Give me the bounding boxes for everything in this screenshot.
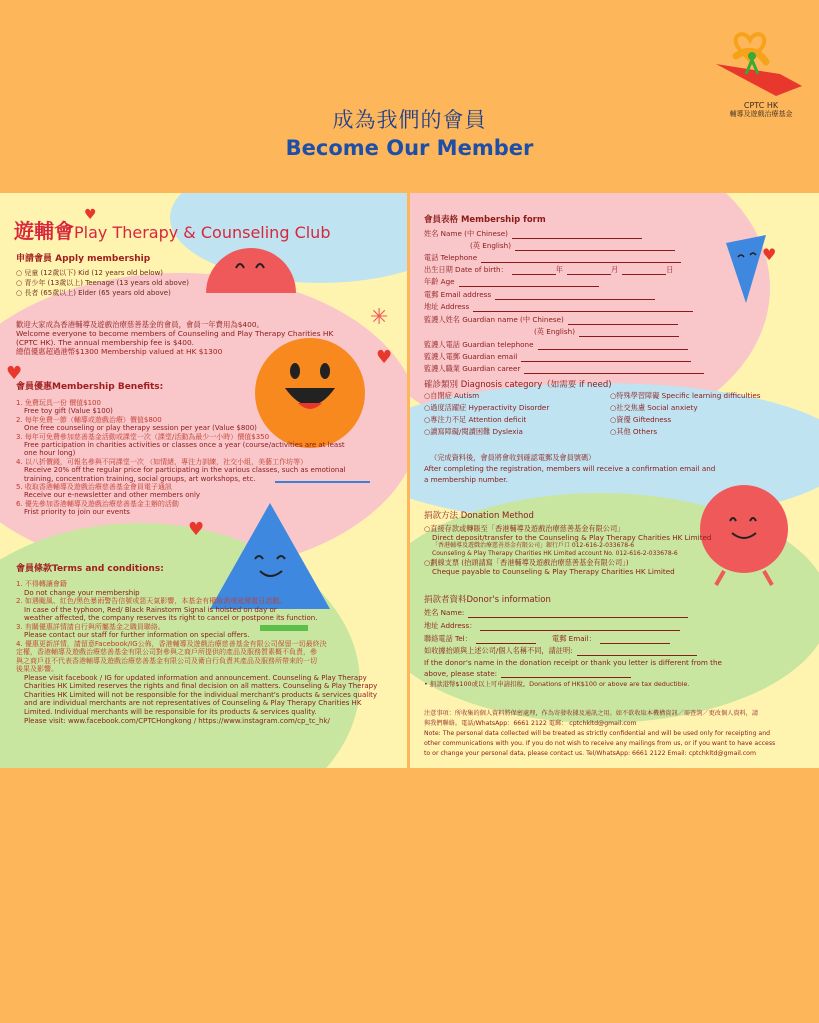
form-field-row (424, 340, 688, 350)
donor-field-row (424, 646, 697, 656)
text-line: one hour long) (24, 449, 76, 458)
form-field-label: 監護人姓名 Guardian name (中 Chinese) (424, 315, 564, 324)
donor-field-label: 聯絡電話 Tel： (424, 634, 472, 643)
benefits-heading: 會員優惠Membership Benefits: (16, 382, 164, 392)
form-field-label: 出生日期 Date of birth： (424, 265, 508, 274)
form-input-line[interactable] (512, 231, 642, 239)
text-line: ○特殊學習障礙 Specific learning difficulties (610, 391, 761, 400)
text-line: ○過度活躍症 Hyperactivity Disorder (424, 402, 550, 412)
form-field-row (424, 290, 655, 300)
text-line: 「香港輔導及遊戲治療慈善基金有限公司」銀行戶口 012-616-2-033678-6 (432, 542, 635, 550)
diagnosis-left (424, 390, 549, 438)
form-field-row (424, 364, 704, 374)
left-flyer-panel (0, 193, 407, 768)
text-line: Cheque payable to Counseling & Play Therapy Charities HK Limited (432, 567, 675, 576)
form-input-line[interactable] (521, 354, 691, 362)
text-line: Frist priority to join our events (24, 508, 130, 517)
form-input-line[interactable] (579, 329, 679, 337)
heart-icon: ♥ (762, 245, 777, 264)
donor-field-row (424, 658, 722, 667)
text-line: ○讀寫障礙/閱讀困難 Dyslexia (424, 426, 523, 436)
text-line: 總值優惠超過港幣$1300 Membership valued at HK $1300 (16, 347, 223, 357)
text-line: to or change your personal data, please contact us. Tel/WhatsApp: 6661 2122 Email: cptchkltd@gmail.com (424, 750, 756, 758)
form-input-line[interactable] (512, 267, 556, 275)
diagnosis-heading: 確診類別 Diagnosis category（如需要 if need) (424, 380, 612, 390)
form-input-line[interactable] (481, 255, 681, 263)
text-line: Note: The personal data collected will be treated as strictly confidential and will be used only for receipting and (424, 730, 771, 738)
form-input-line[interactable] (568, 317, 678, 325)
dob-unit: 年 (555, 265, 563, 274)
page-title-zh: 成為我們的會員 (332, 108, 487, 132)
text-line: Free toy gift (Value $100) (24, 407, 113, 416)
benefits-list (16, 399, 346, 516)
text-line: 注意事項：所收集的個人資料將保密處理，作為寄發收據及通訊之用。如不欲收取本機構資訊／需查詢／更改個人資料，請 (424, 710, 759, 717)
text-line: 6. 優先參加香港輔導及遊戲治療慈善基金主辦的活動 (16, 499, 179, 508)
text-line: Charities HK Limited reserves the rights and final decision on all matters. Counseling & Play Therapy (24, 682, 378, 691)
text-line: ○社交焦慮 Social anxiety (610, 402, 698, 412)
text-line: 與我們聯絡。電話/WhatsApp：6661 2122 電郵： cptchkltd@gmail.com (424, 720, 637, 728)
form-input-line[interactable] (480, 623, 680, 631)
tax-note: • 捐款港幣$100或以上可申請扣稅。Donations of HK$100 or above are tax deductible. (424, 680, 690, 688)
text-line: Limited. Individual merchants will be responsible for its products & services quality. (24, 707, 317, 716)
heart-icon: ♥ (84, 207, 97, 223)
welcome-text (16, 320, 333, 356)
apply-heading: 申請會員 Apply membership (16, 254, 151, 264)
text-line: One free counseling or play therapy session per year (Value $800) (24, 424, 257, 433)
text-line: Welcome everyone to become members of Counseling and Play Therapy Charities HK (16, 329, 334, 339)
form-field-row (424, 265, 673, 275)
form-field-row (424, 315, 678, 325)
logo-sub: 輔導及遊戲治療基金 (729, 109, 793, 118)
form-input-line[interactable] (622, 267, 666, 275)
text-line: Receive our e-newsletter and other members only (24, 491, 201, 500)
heart-icon: ♥ (6, 363, 23, 384)
text-line: Please visit facebook / IG for updated information and announcement. Counseling & Play Therapy (24, 673, 367, 682)
form-field-row (424, 253, 681, 263)
donor-field-label: If the donor's name in the donation receipt or thank you letter is different from the (424, 658, 722, 667)
text-line: 1. 不得轉讓會籍 (16, 580, 67, 588)
text-line: ○直接存款或轉賬至「香港輔導及遊戲治療慈善基金有限公司」 (424, 524, 625, 533)
text-line: weather affected, the company reserves its right to cancel or postpone its function. (24, 614, 318, 623)
donor-field-row (424, 669, 631, 678)
form-input-line[interactable] (473, 304, 693, 312)
text-line: ○劃線支票 (抬頭請寫「香港輔導及遊戲治療慈善基金有限公司」) (424, 557, 629, 567)
form-field-row (424, 302, 693, 312)
text-line: 2. 每年免費一節（輔導或遊戲治療）價值$800 (16, 415, 162, 424)
text-line: Receive 20% off the regular price for participating in the various classes, such as emotional (24, 466, 346, 475)
terms-list (16, 580, 377, 725)
donor-field-label: 電郵 Email： (552, 634, 596, 643)
form-input-line[interactable] (538, 342, 688, 350)
form-input-line[interactable] (476, 636, 536, 644)
club-title-zh: 遊輔會 (14, 219, 74, 243)
dob-unit: 日 (666, 265, 674, 274)
text-line: ○ 兒童 (12歲以下) Kid (12 years old below) (16, 269, 164, 277)
text-line: Charities HK Limited will not be responsible for the individual merchant's products & services quality (24, 690, 378, 699)
form-field-label: 姓名 Name (中 Chinese) (424, 229, 508, 238)
form-input-line[interactable] (501, 670, 631, 678)
form-input-line[interactable] (515, 243, 675, 251)
heart-icon: ♥ (376, 347, 393, 368)
text-line: Direct deposit/transfer to the Counseling & Play Therapy Charities HK Limited (432, 533, 712, 543)
text-line: In case of the typhoon, Red/ Black Rainstorm Signal is hoisted on day or (24, 605, 277, 614)
form-input-line[interactable] (524, 366, 704, 374)
form-field-row (470, 241, 675, 251)
text-line: ○其他 Others (610, 426, 658, 436)
form-field-label: 監護人電郵 Guardian email (424, 352, 518, 361)
donor-field-row (424, 621, 680, 631)
form-field-label: 地址 Address (424, 302, 470, 311)
text-line: 4. 以八折價錢，可報名參與不同課堂一次 （如情緒，專注力訓練，社交小組，美藝工作坊等） (16, 457, 308, 466)
text-line: ○自閉症 Autism (424, 391, 480, 400)
sparkle-icon: ✳ (370, 305, 389, 330)
text-line: Counseling & Play Therapy Charities HK Limited account No. 012-616-2-033678-6 (432, 550, 678, 558)
form-input-line[interactable] (495, 292, 655, 300)
page-title-en: Become Our Member (285, 136, 534, 160)
privacy-notes (424, 709, 775, 759)
form-field-row (534, 327, 679, 337)
text-line: other communications with you. If you do not wish to receive any mailings from us, or if you want to have access (424, 740, 776, 748)
form-field-label: 監護人電話 Guardian telephone (424, 340, 534, 349)
text-line: ○ 青少年 (13歲以上) Teenage (13 years old above) (16, 279, 189, 288)
club-title-en: Play Therapy & Counseling Club (74, 223, 331, 242)
text-line: 3. 有關優惠詳情請自行與所屬基金之職員聯絡。 (16, 622, 165, 631)
form-input-line[interactable] (577, 648, 697, 656)
donation-methods (424, 524, 711, 576)
text-line: 2. 如遇颱風、紅色/黑色暴雨警告信號或惡天氣影響，本基金有權取消或延遲當日活動。 (16, 597, 287, 606)
text-line: ○資優 Giftedness (610, 414, 672, 424)
text-line: （完成資料後，會員將會收到確認電郵及會員號碼） (430, 453, 596, 462)
donor-field-label: above, please state: (424, 669, 498, 678)
form-field-row (424, 352, 691, 362)
form-field-row (424, 277, 599, 287)
text-line: After completing the registration, members will receive a confirmation email and (424, 464, 716, 474)
form-field-label: (英 English) (534, 327, 576, 336)
donor-field-label: 地址 Address： (424, 621, 477, 630)
text-line: 1. 免費玩具一份 價值$100 (16, 399, 101, 407)
form-input-line[interactable] (600, 636, 670, 644)
text-line: a membership number. (424, 475, 508, 485)
confirm-text (424, 452, 715, 485)
form-input-line[interactable] (459, 279, 599, 287)
donor-field-label: 如收據抬頭與上述公司/個人名稱不同，請註明: (424, 646, 573, 655)
donor-field-row (424, 608, 688, 618)
text-line: ○專注力不足 Attention deficit (424, 414, 527, 424)
text-line: (CPTC HK). The annual membership fee is $400. (16, 338, 194, 348)
apply-options (16, 268, 189, 298)
form-field-label: 監護人職業 Guardian career (424, 364, 521, 373)
logo-text: CPTC HK (743, 101, 779, 110)
text-line: 後果及影響。 (16, 665, 58, 674)
donation-heading: 捐款方法 Donation Method (424, 511, 534, 521)
donor-heading: 捐款者資料Donor's information (424, 595, 551, 605)
diagnosis-right (610, 390, 761, 438)
donor-field-row (424, 634, 536, 644)
form-field-label: 電話 Telephone (424, 253, 478, 262)
heart-icon: ♥ (188, 519, 205, 540)
donor-field-row (552, 634, 670, 644)
form-field-label: (英 English) (470, 241, 512, 250)
text-line: Please visit: www.facebook.com/CPTCHongkong / https://www.instagram.com/cp_tc_hk/ (24, 716, 330, 725)
text-line: Please contact our staff for further information on special offers. (24, 631, 250, 640)
text-line: Do not change your membership (24, 588, 140, 597)
terms-heading: 會員條款Terms and conditions: (16, 564, 164, 574)
text-line: 定權，香港輔導及遊戲治療慈善基金有限公司對參與之商戶所提供的產品及服務質素概不負責，參 (16, 648, 317, 657)
club-title (14, 215, 330, 244)
form-heading: 會員表格 Membership form (424, 215, 546, 225)
form-input-line[interactable] (468, 610, 688, 618)
form-field-row (424, 229, 642, 239)
text-line: 3. 每年可免費參加慈善基金活動或課堂一次（課堂/活動為最少一小時）價值$350 (16, 432, 270, 441)
text-line: and are individual merchants are not representatives of Counseling & Play Therapy Charities HK (24, 699, 362, 708)
text-line: 與之商戶並不代表香港輔導及遊戲治療慈善基金有限公司及衛自行負責其產品及服務所帶來的一切 (16, 656, 317, 665)
text-line: training, concentration training, social groups, art workshops, etc. (24, 474, 256, 483)
form-input-line[interactable] (567, 267, 611, 275)
text-line: 4. 優惠更新詳情，請留意Facebook/IG公佈，香港輔導及遊戲治療慈善基金有限公司保留一切最終決 (16, 639, 327, 648)
right-flyer-panel (410, 193, 819, 768)
text-line: 歡迎大家成為香港輔導及遊戲治療慈善基金的會員，會員一年費用為$400。 (16, 320, 264, 329)
text-line: Free participation in charities activities or classes once a year (course/activities are at least (24, 440, 345, 449)
form-field-label: 年齡 Age (424, 277, 455, 286)
text-line: ○ 長者 (65歲以上) Elder (65 years old above) (16, 289, 171, 298)
donor-field-label: 姓名 Name: (424, 608, 465, 617)
dob-unit: 月 (611, 265, 619, 274)
form-field-label: 電郵 Email address (424, 290, 492, 299)
text-line: 5. 收取香港輔導及遊戲治療慈善基金會員電子通訊 (16, 482, 172, 491)
